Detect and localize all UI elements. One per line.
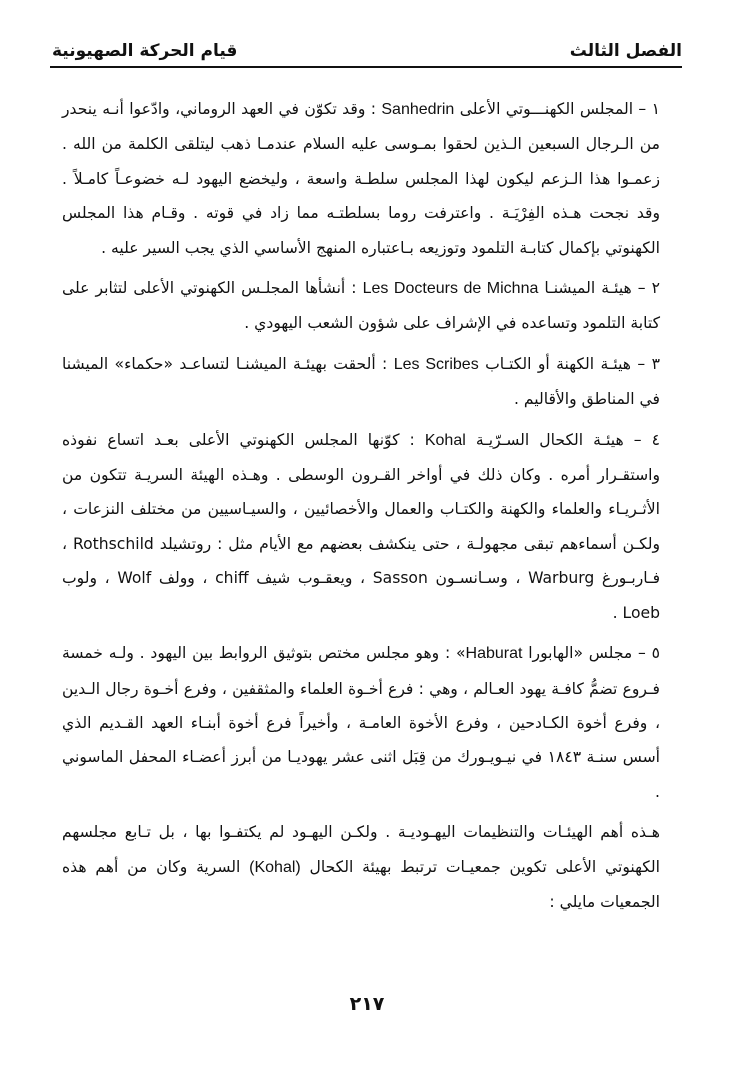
header-divider [50, 66, 682, 68]
paragraph-text: : أنشأها المجلـس الكهنوتي الأعلى لتثابر على كتابة التلمود وتساعده في الإشراف على شؤون الشعب اليهودي . [62, 279, 660, 333]
latin-term: Haburat [465, 645, 523, 663]
paragraph-text: ١ – المجلس الكهنـــوتي الأعلى [454, 100, 661, 118]
latin-term: (Kohal) [249, 858, 301, 876]
paragraph-summary [62, 815, 660, 919]
paragraph-text: : كوّنها المجلس الكهنوتي الأعلى بعـد اتساع نفوذه واستقـرار أمره . وكان ذلك في أواخر القـرون الوسطى . وهـذه الهيئة السريـة تتكون من الأثـريـاء والعلماء والكهنة والكتـاب والعمال والأخصائيين ، والسيـاسيين من مختلف النزعات ، ولكـن أسماءهم تبقى مجهولـة ، حتى ينكشف بعضهم مع الأيام مثل : روتشيلد Rothschild ، فـاربـورغ Warburg ، وسـانسـون Sasson ، ويعقـوب شيف chiff ، وولف Wolf ، ولوب Loeb . [62, 430, 661, 622]
paragraph-kohal [62, 423, 660, 630]
paragraph-text: : وقد تكوّن في العهد الروماني، وادّعوا أنـه ينحدر من الـرجال السبعين الـذين لحقوا بمـوسى عليه السلام عندمـا ذهب ليتلقى الكلمة من الله . زعمـوا هذا الـزعم ليكون لهذا المجلس سلطـة واسعة ، وليخضع اليهود لـه خضوعـاً كامـلاً . وقد نجحت هـذه الفِرْيَـة . واعترفت روما بسلطتـه مما زاد في قوته . وقـام هذا المجلس الكهنوتي بإكمال كتابـة التلمود وتوزيعه بـاعتباره المنهج الأساسي الذي يجب السير عليه . [62, 100, 660, 257]
latin-term: Les Scribes [393, 355, 479, 373]
chapter-title: الفصل الثالث [569, 41, 682, 61]
running-header [52, 38, 682, 62]
latin-term: Les Docteurs de Michna [362, 280, 539, 298]
paragraph-text: ٥ – مجلس «الهابورا [522, 644, 660, 663]
latin-term: Kohal [424, 431, 466, 449]
body-text [62, 92, 660, 925]
paragraph-text: السرية وكان من أهم هذه الجمعيات مايلي : [62, 857, 660, 911]
paragraph-text: ٢ – هيئـة الميشنـا [538, 279, 661, 298]
paragraph-scribes [62, 347, 660, 417]
paragraph-haburat [62, 636, 660, 809]
paragraph-michna [62, 271, 660, 341]
paragraph-text: : ألحقت بهيئـة الميشنـا لتساعـد «حكماء» الميشنا في المناطق والأقاليم . [62, 354, 660, 409]
paragraph-text: ٤ – هيئـة الكحال السـرّيـة [465, 430, 660, 449]
paragraph-text: » : وهو مجلس مختص بتوثيق الروابط بين اليهود . ولـه خمسة فـروع تضمُّ كافـة يهود العـالم ، وهي : فرع أخـوة العلماء والمثقفين ، وفرع أخـوة رجال الـدين ، وفرع أخوة الكـادحين ، وفرع الأخوة العامـة ، وأخيراً فرع أخوة أبنـاء العهد القـديم الذي أسس سنـة ١٨٤٣ في نيـويـورك من قِبَل اثنى عشر يهوديـا من أبرز أعضـاء المحفل الماسوني . [62, 644, 660, 801]
paragraph-text: هـذه أهم الهيئـات والتنظيمات اليهـوديـة . ولكـن اليهـود لم يكتفـوا بها ، بل تـابع مجلسهم الكهنوتي الأعلى تكوين جمعيـات ترتبط بهيئة الكحال [62, 823, 660, 876]
paragraph-sanhedrin [62, 92, 660, 265]
page-number: ٢١٧ [349, 993, 385, 1015]
paragraph-text: ٣ – هيئـة الكهنة أو الكتـاب [478, 354, 660, 373]
latin-term: Sanhedrin [381, 101, 455, 118]
book-title: قيام الحركة الصهيونية [52, 41, 238, 61]
